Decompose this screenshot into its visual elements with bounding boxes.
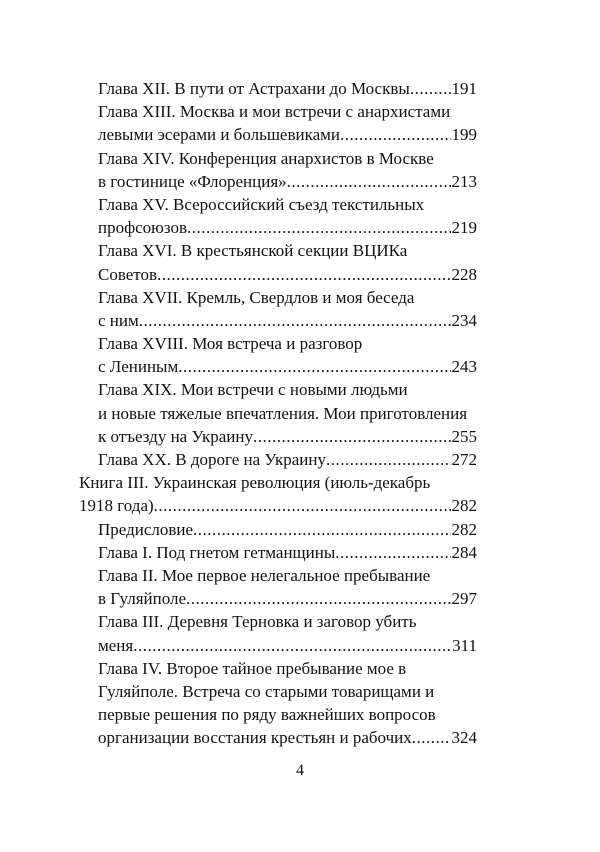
toc-entry-text: Предисловие bbox=[98, 519, 194, 539]
toc-entry-line bbox=[98, 378, 477, 401]
page-number: 4 bbox=[296, 762, 304, 779]
toc-entry bbox=[0, 100, 600, 146]
dot-leader bbox=[253, 425, 450, 448]
toc-entry-text: и новые тяжелые впечатления. Мои приготовления bbox=[98, 403, 468, 423]
toc-entry bbox=[0, 193, 600, 239]
toc-entry-text: Глава XIX. Мои встречи с новыми людьми bbox=[98, 380, 408, 400]
toc-entry-page: 234 bbox=[451, 310, 477, 330]
toc-entry-line bbox=[98, 147, 477, 170]
toc-entry-page: 191 bbox=[451, 79, 477, 98]
dot-leader bbox=[412, 726, 451, 749]
dot-leader bbox=[193, 518, 450, 541]
toc-entry-page: 284 bbox=[451, 542, 477, 562]
toc-entry-last-line bbox=[98, 355, 477, 378]
toc-entry bbox=[0, 239, 600, 285]
toc-entry-text: левыми эсерами и большевиками bbox=[98, 125, 341, 145]
toc-entry-text: 1918 года) bbox=[79, 496, 154, 516]
toc-entry-last-line bbox=[98, 634, 477, 657]
toc-entry-text: профсоюзов bbox=[98, 218, 188, 238]
dot-leader bbox=[133, 634, 451, 657]
toc-entry-text: в Гуляйполе bbox=[98, 589, 187, 609]
dot-leader bbox=[326, 448, 451, 471]
toc-entry-text: Глава XV. Всероссийский съезд текстильных bbox=[98, 194, 425, 214]
toc-entry-line bbox=[79, 471, 477, 494]
toc-entry-text: Глава XVII. Кремль, Свердлов и моя беседа bbox=[98, 287, 415, 307]
toc-entry-last-line bbox=[98, 541, 477, 564]
toc-entry-text: в гостинице «Флоренция» bbox=[98, 171, 287, 191]
toc-entry-last-line bbox=[79, 494, 477, 517]
toc-entry-page: 282 bbox=[451, 519, 477, 539]
toc-entry-last-line bbox=[98, 263, 477, 286]
toc-entry-last-line bbox=[98, 425, 477, 448]
toc-entry-text: с Лениным bbox=[98, 357, 179, 377]
dot-leader bbox=[340, 123, 450, 146]
toc-entry-text: Глава I. Под гнетом гетманщины bbox=[98, 542, 336, 562]
dot-leader bbox=[187, 216, 450, 239]
toc-entry-last-line bbox=[98, 170, 477, 193]
toc-entry-text: Глава IV. Второе тайное пребывание мое в bbox=[98, 658, 407, 678]
toc-entry-text: Советов bbox=[98, 264, 158, 284]
dot-leader bbox=[186, 587, 450, 610]
toc-entry-line bbox=[98, 100, 477, 123]
dot-leader bbox=[157, 263, 450, 286]
toc-entry-line bbox=[98, 680, 477, 703]
toc-entry-line bbox=[98, 193, 477, 216]
toc-entry-last-line bbox=[98, 77, 477, 100]
toc-entry-page: 282 bbox=[451, 496, 477, 516]
toc-entry-page: 228 bbox=[451, 264, 477, 284]
toc-entry-last-line bbox=[98, 309, 477, 332]
toc-entry-line bbox=[98, 332, 477, 355]
toc-entry-line bbox=[98, 610, 477, 633]
toc-entry-line bbox=[98, 564, 477, 587]
toc-entry-text: Глава III. Деревня Терновка и заговор убить bbox=[98, 612, 417, 632]
dot-leader bbox=[139, 309, 451, 332]
toc-entry bbox=[0, 378, 600, 448]
toc-entry bbox=[0, 77, 600, 100]
toc-entry-text: первые решения по ряду важнейших вопросов bbox=[98, 705, 436, 725]
toc-entry-text: с ним bbox=[98, 310, 139, 330]
toc-entry-text: Глава XVI. В крестьянской секции ВЦИКа bbox=[98, 241, 408, 261]
toc-entry-line bbox=[98, 286, 477, 309]
toc-entry-last-line bbox=[98, 518, 477, 541]
table-of-contents bbox=[0, 77, 600, 749]
toc-entry-text: Глава XIV. Конференция анархистов в Москве bbox=[98, 148, 434, 168]
toc-entry bbox=[0, 541, 600, 564]
toc-entry-page: 311 bbox=[452, 635, 477, 655]
toc-entry bbox=[0, 286, 600, 332]
toc-entry bbox=[0, 147, 600, 193]
toc-entry-line bbox=[98, 402, 477, 425]
toc-entry-page: 255 bbox=[451, 426, 477, 446]
toc-entry-last-line bbox=[98, 448, 477, 471]
dot-leader bbox=[154, 494, 451, 517]
toc-entry bbox=[0, 564, 600, 610]
toc-entry-text: Глава XX. В дороге на Украину bbox=[98, 450, 326, 469]
toc-entry bbox=[0, 332, 600, 378]
dot-leader bbox=[287, 170, 451, 193]
toc-entry-text: к отъезду на Украину bbox=[98, 426, 254, 446]
toc-entry-text: Глава XII. В пути от Астрахани до Москвы bbox=[98, 79, 410, 98]
toc-entry bbox=[0, 657, 600, 750]
dot-leader bbox=[178, 355, 450, 378]
dot-leader bbox=[335, 541, 450, 564]
toc-entry-text: меня bbox=[98, 635, 134, 655]
toc-entry-text: Глава XVIII. Моя встреча и разговор bbox=[98, 334, 363, 354]
toc-entry-text: организации восстания крестьян и рабочих bbox=[98, 728, 412, 748]
toc-entry-last-line bbox=[98, 216, 477, 239]
toc-entry-page: 297 bbox=[451, 589, 477, 609]
toc-entry bbox=[0, 518, 600, 541]
toc-entry-text: Гуляйполе. Встреча со старыми товарищами и bbox=[98, 681, 435, 701]
toc-entry-page: 199 bbox=[451, 125, 477, 145]
dot-leader bbox=[410, 77, 451, 100]
toc-entry-line bbox=[98, 657, 477, 680]
toc-entry-page: 272 bbox=[451, 450, 477, 469]
toc-entry bbox=[0, 610, 600, 656]
toc-entry-last-line bbox=[98, 726, 477, 749]
toc-entry-line bbox=[98, 703, 477, 726]
toc-entry-page: 219 bbox=[451, 218, 477, 238]
toc-entry-last-line bbox=[98, 123, 477, 146]
toc-entry-line bbox=[98, 239, 477, 262]
toc-entry-page: 243 bbox=[451, 357, 477, 377]
toc-entry bbox=[0, 448, 600, 471]
toc-entry-text: Книга III. Украинская революция (июль-декабрь bbox=[79, 473, 431, 493]
toc-entry-page: 324 bbox=[451, 728, 477, 748]
toc-entry-page: 213 bbox=[451, 171, 477, 191]
toc-entry-text: Глава II. Мое первое нелегальное пребывание bbox=[98, 565, 431, 585]
toc-entry-last-line bbox=[98, 587, 477, 610]
toc-entry bbox=[0, 471, 600, 517]
toc-entry-text: Глава XIII. Москва и мои встречи с анархистами bbox=[98, 102, 451, 122]
